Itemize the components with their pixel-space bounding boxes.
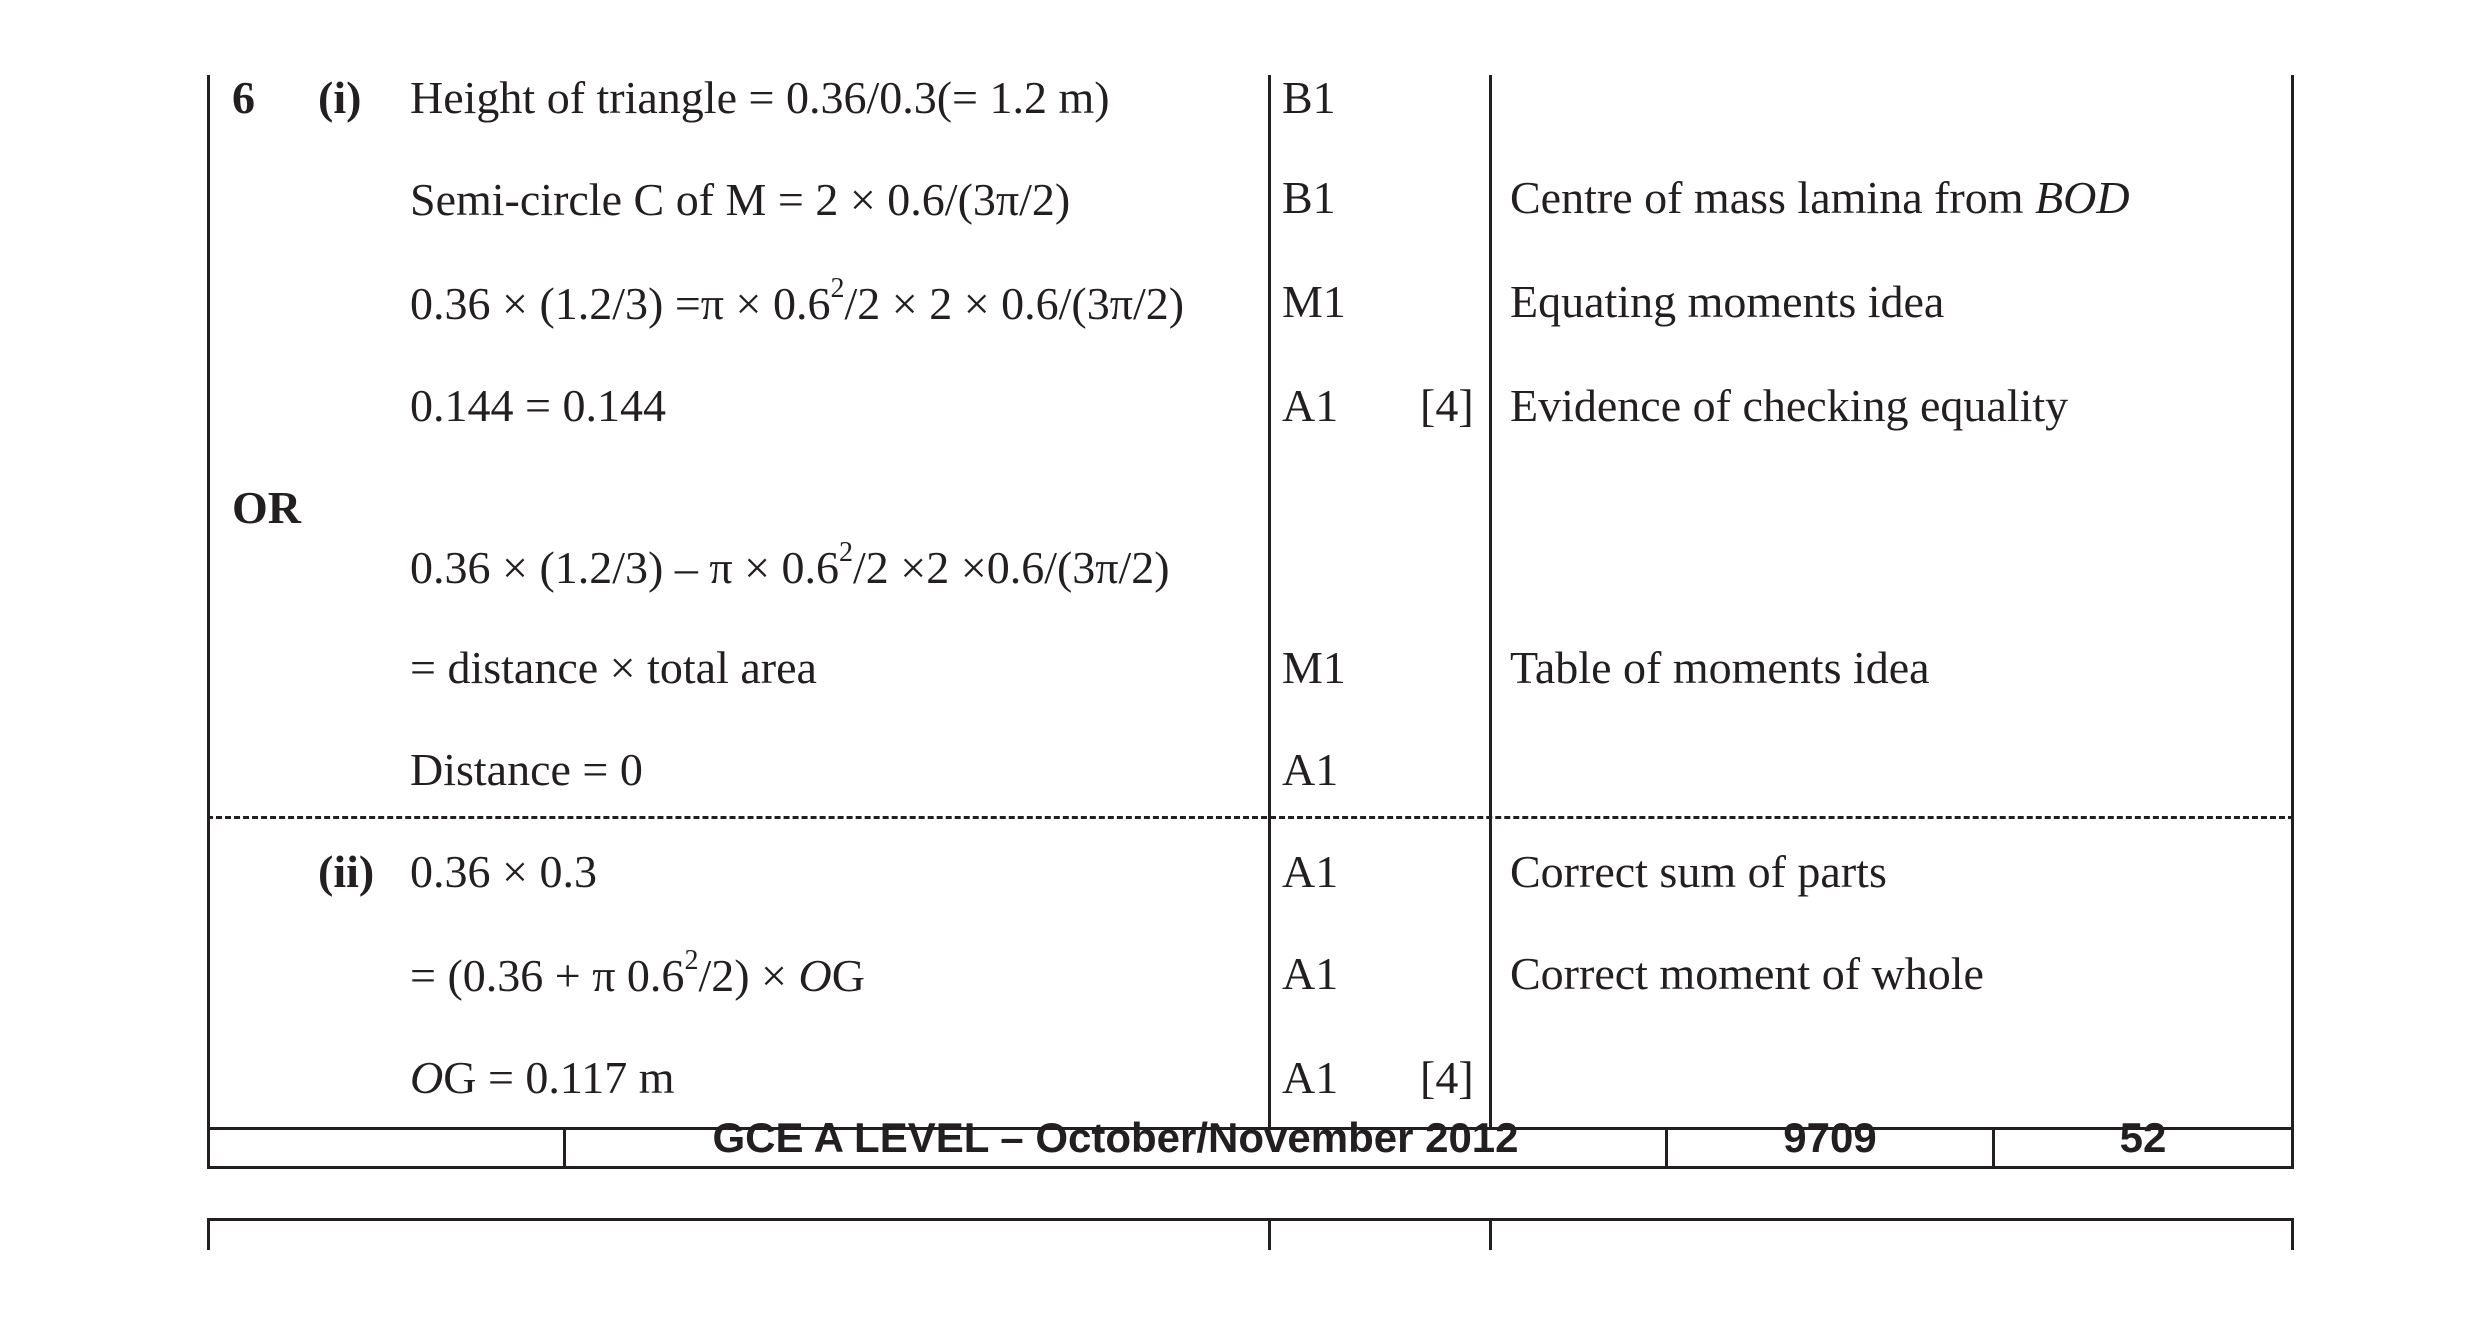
next-table-top-border — [207, 1218, 2294, 1221]
ii-answer-row-2 — [410, 946, 865, 1006]
next-table-left — [207, 1218, 210, 1250]
ii-note-row-1: Correct sum of parts — [1510, 846, 1887, 897]
ii-mark-row-2: A1 — [1282, 948, 1339, 999]
ii-answer-row-2-c: G — [831, 950, 865, 1001]
part-i-label: (i) — [318, 72, 362, 123]
answer-row-3-b: /2 × 2 × 0.6/(3π/2) — [844, 278, 1185, 329]
next-table-right — [2291, 1218, 2294, 1250]
ii-answer-row-2-a: = (0.36 + π 0.6 — [410, 950, 685, 1001]
table-right-border — [2291, 75, 2294, 1130]
total-row-4: [4] — [1420, 380, 1474, 431]
alt-answer-row-1-b: /2 ×2 ×0.6/(3π/2) — [853, 542, 1170, 593]
paper-number: 52 — [2119, 1114, 2167, 1161]
next-table-div-1 — [1268, 1218, 1271, 1250]
note-row-3: Equating moments idea — [1510, 276, 1945, 327]
header-right-border — [2291, 1127, 2294, 1169]
answer-row-3-a: 0.36 × (1.2/3) =π × 0.6 — [410, 278, 831, 329]
exam-title: GCE A LEVEL – October/November 2012 — [712, 1114, 1519, 1161]
question-number: 6 — [232, 72, 255, 123]
alt-answer-row-1-a: 0.36 × (1.2/3) – π × 0.6 — [410, 542, 840, 593]
syllabus-code: 9709 — [1783, 1114, 1877, 1161]
header-bottom-border — [207, 1166, 2294, 1169]
ii-mark-row-1: A1 — [1282, 846, 1339, 897]
alt-answer-row-3: Distance = 0 — [410, 744, 643, 795]
mark-row-4: A1 — [1282, 380, 1339, 431]
next-table-div-2 — [1489, 1218, 1492, 1250]
mark-note-divider — [1489, 75, 1492, 1130]
answer-row-3 — [410, 274, 1184, 334]
ii-answer-row-1: 0.36 × 0.3 — [410, 846, 597, 897]
note-row-4: Evidence of checking equality — [1510, 380, 2069, 431]
note-row-2 — [1510, 168, 2130, 228]
answer-row-3-sup: 2 — [830, 273, 845, 304]
alt-mark-row-2: M1 — [1282, 642, 1346, 693]
mark-row-2: B1 — [1282, 172, 1336, 223]
ii-answer-row-2-italic: O — [798, 950, 832, 1001]
note-row-2-text: Centre of mass lamina from — [1510, 172, 2036, 223]
ii-answer-row-3 — [410, 1048, 674, 1108]
part-separator — [207, 816, 2294, 819]
mark-row-1: B1 — [1282, 72, 1336, 123]
ii-answer-row-2-b: /2) × — [698, 950, 799, 1001]
header-left-border — [207, 1127, 210, 1169]
alt-answer-row-1-sup: 2 — [839, 537, 854, 568]
table-left-border — [207, 75, 210, 1130]
answer-row-2: Semi-circle C of M = 2 × 0.6/(3π/2) — [410, 174, 1071, 225]
alt-answer-row-1 — [410, 538, 1170, 598]
ii-mark-row-3: A1 — [1282, 1052, 1339, 1103]
answer-row-4: 0.144 = 0.144 — [410, 380, 666, 431]
mark-row-3: M1 — [1282, 276, 1346, 327]
ii-answer-row-2-sup: 2 — [684, 945, 699, 976]
answer-mark-divider — [1268, 75, 1271, 1130]
answer-row-1: Height of triangle = 0.36/0.3(= 1.2 m) — [410, 72, 1110, 123]
ii-note-row-2: Correct moment of whole — [1510, 948, 1984, 999]
alt-mark-row-3: A1 — [1282, 744, 1339, 795]
or-label: OR — [232, 482, 301, 533]
ii-answer-row-3-italic: O — [410, 1052, 444, 1103]
ii-total-row-3: [4] — [1420, 1052, 1474, 1103]
alt-note-row-2: Table of moments idea — [1510, 642, 1930, 693]
ii-answer-row-3-c: G = 0.117 m — [443, 1052, 675, 1103]
alt-answer-row-2: = distance × total area — [410, 642, 817, 693]
note-row-2-italic: BOD — [2035, 172, 2130, 223]
part-ii-label: (ii) — [318, 846, 375, 897]
